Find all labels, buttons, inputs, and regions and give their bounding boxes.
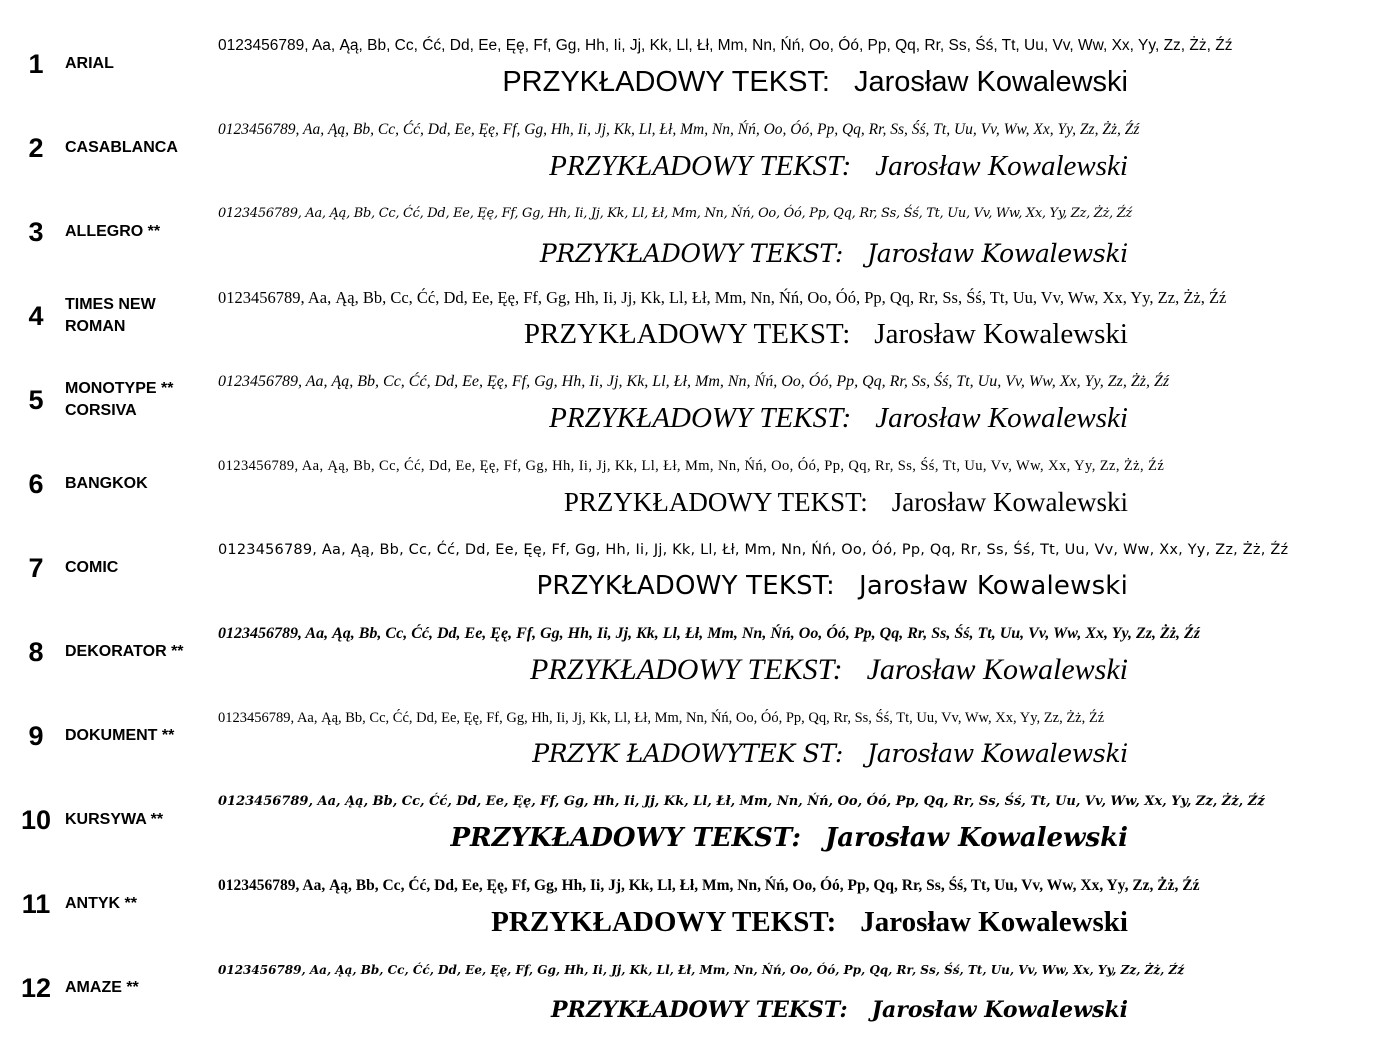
sample-name: Jarosław Kowalewski xyxy=(875,402,1128,434)
font-alphabet: 0123456789, Aa, Ąą, Bb, Cc, Ćć, Dd, Ee, Ęę, Ff, Gg, Hh, Ii, Jj, Kk, Ll, Łł, Mm, Nn, Ńń, Oo, Óó, Pp, Qq, Rr, Ss, Śś, Tt, Uu, Vv, Ww, Xx, Yy, Zz, Żż, Źź xyxy=(218,710,1105,726)
font-sample xyxy=(0,568,1128,604)
font-alphabet: 0123456789, Aa, Ąą, Bb, Cc, Ćć, Dd, Ee, Ęę, Ff, Gg, Hh, Ii, Jj, Kk, Ll, Łł, Mm, Nn, Ńń, Oo, Óó, Pp, Qq, Rr, Ss, Śś, Tt, Uu, Vv, Ww, Xx, Yy, Zz, Żż, Źź xyxy=(218,794,1265,809)
font-number: 8 xyxy=(28,636,44,667)
font-name: BANGKOK xyxy=(65,475,148,492)
font-row-amaze xyxy=(0,950,1400,1034)
sample-label: PRZYKŁADOWY TEKST: xyxy=(551,997,848,1023)
sample-name: Jarosław Kowalewski xyxy=(874,318,1128,350)
font-row-casablanca xyxy=(0,110,1400,194)
font-sample xyxy=(0,316,1128,352)
sample-name: Jarosław Kowalewski xyxy=(867,239,1128,268)
font-sample xyxy=(0,820,1128,856)
font-row-allegro xyxy=(0,194,1400,278)
sample-name: Jarosław Kowalewski xyxy=(859,571,1128,601)
font-alphabet: 0123456789, Aa, Ąą, Bb, Cc, Ćć, Dd, Ee, Ęę, Ff, Gg, Hh, Ii, Jj, Kk, Ll, Łł, Mm, Nn, Ńń, Oo, Óó, Pp, Qq, Rr, Ss, Śś, Tt, Uu, Vv, Ww, Xx, Yy, Zz, Żż, Źź xyxy=(218,625,1201,642)
font-alphabet: 0123456789, Aa, Ąą, Bb, Cc, Ćć, Dd, Ee, Ęę, Ff, Gg, Hh, Ii, Jj, Kk, Ll, Łł, Mm, Nn, Ńń, Oo, Óó, Pp, Qq, Rr, Ss, Śś, Tt, Uu, Vv, Ww, Xx, Yy, Zz, Żż, Źź xyxy=(218,121,1140,138)
sample-label: PRZYKŁADOWY TEKST: xyxy=(530,653,843,686)
font-name: ANTYK ** xyxy=(65,895,138,912)
font-name: ALLEGRO ** xyxy=(65,223,161,240)
sample-label: PRZYKŁADOWY TEKST: xyxy=(563,487,868,517)
font-alphabet: 0123456789, Aa, Ąą, Bb, Cc, Ćć, Dd, Ee, Ęę, Ff, Gg, Hh, Ii, Jj, Kk, Ll, Łł, Mm, Nn, Ńń, Oo, Óó, Pp, Qq, Rr, Ss, Śś, Tt, Uu, Vv, Ww, Xx, Yy, Zz, Żż, Źź xyxy=(218,206,1132,221)
font-alphabet: 0123456789, Aa, Ąą, Bb, Cc, Ćć, Dd, Ee, Ęę, Ff, Gg, Hh, Ii, Jj, Kk, Ll, Łł, Mm, Nn, Ńń, Oo, Óó, Pp, Qq, Rr, Ss, Śś, Tt, Uu, Vv, Ww, Xx, Yy, Zz, Żż, Źź xyxy=(218,37,1233,54)
font-number: 9 xyxy=(28,720,44,751)
font-alphabet: 0123456789, Aa, Ąą, Bb, Cc, Ćć, Dd, Ee, Ęę, Ff, Gg, Hh, Ii, Jj, Kk, Ll, Łł, Mm, Nn, Ńń, Oo, Óó, Pp, Qq, Rr, Ss, Śś, Tt, Uu, Vv, Ww, Xx, Yy, Zz, Żż, Źź xyxy=(218,877,1200,894)
font-name: MONOTYPE ** CORSIVA xyxy=(65,380,174,419)
sample-label: PRZYK ŁADOWYTEK ST: xyxy=(532,739,844,768)
font-name: CASABLANCA xyxy=(65,139,178,156)
sample-label: PRZYKŁADOWY TEKST: xyxy=(502,66,830,98)
font-sample xyxy=(0,64,1128,100)
font-number: 2 xyxy=(28,132,44,163)
font-row-arial xyxy=(0,26,1400,110)
font-name: AMAZE ** xyxy=(65,979,139,996)
font-sample xyxy=(0,992,1128,1028)
sample-name: Jarosław Kowalewski xyxy=(891,487,1128,517)
sample-name: Jarosław Kowalewski xyxy=(854,66,1128,98)
font-row-kursywa xyxy=(0,782,1400,866)
font-sample xyxy=(0,736,1128,772)
sample-label: PRZYKŁADOWY TEKST: xyxy=(536,571,835,601)
font-sample xyxy=(0,236,1128,272)
font-name: COMIC xyxy=(65,559,119,576)
font-sample xyxy=(0,148,1128,184)
font-row-antyk xyxy=(0,866,1400,950)
font-sample xyxy=(0,904,1128,940)
sample-label: PRZYKŁADOWY TEKST: xyxy=(523,318,851,350)
font-sample xyxy=(0,652,1128,688)
font-row-dokument xyxy=(0,698,1400,782)
font-name: ARIAL xyxy=(65,55,114,72)
sample-name: Jarosław Kowalewski xyxy=(867,739,1128,768)
font-sample xyxy=(0,484,1128,520)
sample-label: PRZYKŁADOWY TEKST: xyxy=(491,906,837,938)
font-number: 3 xyxy=(28,216,44,247)
font-name: KURSYWA ** xyxy=(65,811,164,828)
font-name: DEKORATOR ** xyxy=(65,643,184,660)
font-number: 11 xyxy=(21,888,51,919)
font-alphabet: 0123456789, Aa, Ąą, Bb, Cc, Ćć, Dd, Ee, Ęę, Ff, Gg, Hh, Ii, Jj, Kk, Ll, Łł, Mm, Nn, Ńń, Oo, Óó, Pp, Qq, Rr, Ss, Śś, Tt, Uu, Vv, Ww, Xx, Yy, Zz, Żż, Źź xyxy=(218,963,1185,977)
font-alphabet: 0123456789, Aa, Ąą, Bb, Cc, Ćć, Dd, Ee, Ęę, Ff, Gg, Hh, Ii, Jj, Kk, Ll, Łł, Mm, Nn, Ńń, Oo, Óó, Pp, Qq, Rr, Ss, Śś, Tt, Uu, Vv, Ww, Xx, Yy, Zz, Żż, Źź xyxy=(218,373,1170,390)
font-alphabet: 0123456789, Aa, Ąą, Bb, Cc, Ćć, Dd, Ee, Ęę, Ff, Gg, Hh, Ii, Jj, Kk, Ll, Łł, Mm, Nn, Ńń, Oo, Óó, Pp, Qq, Rr, Ss, Śś, Tt, Uu, Vv, Ww, Xx, Yy, Zz, Żż, Źź xyxy=(218,288,1227,307)
font-number: 12 xyxy=(20,972,52,1003)
sample-name: Jarosław Kowalewski xyxy=(866,653,1128,686)
font-number: 10 xyxy=(20,804,52,835)
font-number: 6 xyxy=(28,468,44,499)
sample-label: PRZYKŁADOWY TEKST: xyxy=(549,402,852,434)
font-name: TIMES NEW ROMAN xyxy=(65,296,156,335)
font-alphabet: 0123456789, Aa, Ąą, Bb, Cc, Ćć, Dd, Ee, Ęę, Ff, Gg, Hh, Ii, Jj, Kk, Ll, Łł, Mm, Nn, Ńń, Oo, Óó, Pp, Qq, Rr, Ss, Śś, Tt, Uu, Vv, Ww, Xx, Yy, Zz, Żż, Źź xyxy=(218,542,1289,558)
font-alphabet: 0123456789, Aa, Ąą, Bb, Cc, Ćć, Dd, Ee, Ęę, Ff, Gg, Hh, Ii, Jj, Kk, Ll, Łł, Mm, Nn, Ńń, Oo, Óó, Pp, Qq, Rr, Ss, Śś, Tt, Uu, Vv, Ww, Xx, Yy, Zz, Żż, Źź xyxy=(218,458,1165,474)
font-name: DOKUMENT ** xyxy=(65,727,175,744)
sample-label: PRZYKŁADOWY TEKST: xyxy=(549,150,852,182)
sample-name: Jarosław Kowalewski xyxy=(860,906,1128,938)
sample-label: PRZYKŁADOWY TEKST: xyxy=(539,239,844,268)
font-row-comic xyxy=(0,530,1400,614)
font-number: 7 xyxy=(28,552,44,583)
font-sample-sheet xyxy=(0,26,1400,1034)
sample-name: Jarosław Kowalewski xyxy=(875,150,1128,182)
font-number: 1 xyxy=(28,48,44,79)
font-sample xyxy=(0,400,1128,436)
font-number: 4 xyxy=(28,300,44,331)
sample-label: PRZYKŁADOWY TEKST: xyxy=(450,823,801,853)
font-row-dekorator xyxy=(0,614,1400,698)
font-row-monotype-corsiva xyxy=(0,362,1400,446)
font-row-bangkok xyxy=(0,446,1400,530)
font-row-times-new-roman xyxy=(0,278,1400,362)
font-number: 5 xyxy=(28,384,44,415)
sample-name: Jarosław Kowalewski xyxy=(824,823,1128,853)
sample-name: Jarosław Kowalewski xyxy=(871,997,1128,1023)
